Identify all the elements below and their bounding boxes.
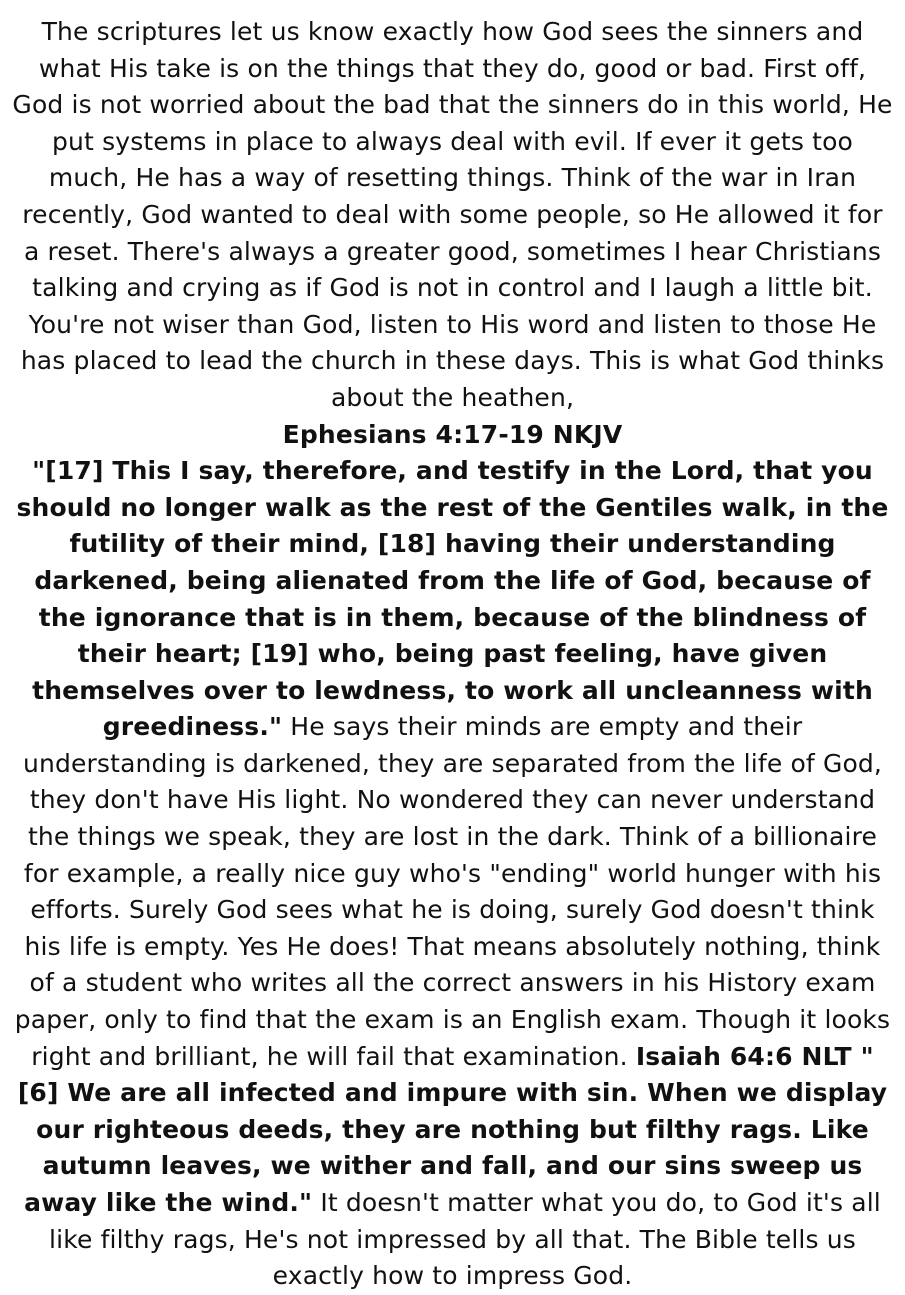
quote-isaiah: Isaiah 64:6 NLT "[6] We are all infected and impure with sin. When we display our righteous deeds, they are nothing but filthy rags. Like autumn leaves, we wither and fall, and our sins sweep us away like the wind." — [17, 1041, 888, 1217]
intro-paragraph: The scriptures let us know exactly how God sees the sinners and what His take is on the things that they do, good or bad. First off, God is not worried about the bad that the sinners do in this world, He put systems in place to always deal with evil. If ever it gets too much, He has a way of resetting things. Think of the war in Iran recently, God wanted to deal with some people, so He allowed it for a reset. There's always a greater good, sometimes I hear Christians talking and crying as if God is not in control and I laugh a little bit. You're not wiser than God, listen to His word and listen to those He has placed to lead the church in these days. This is what God thinks about the heathen, — [12, 17, 893, 412]
commentary-text-2: It doesn't matter what you do, to God it's all like filthy rags, He's not impressed by all that. The Bible tells us exactly how to impress God. — [49, 1188, 881, 1291]
quote-ephesians: "[17] This I say, therefore, and testify in the Lord, that you should no longer walk as the rest of the Gentiles walk, in the futility of their mind, [18] having their understanding darkened, being alienated from the life of God, because of the ignorance that is in them, because of the blindness of their heart; [19] who, being past feeling, have given themselves over to lewdness, to work all uncleanness with greediness." — [16, 456, 889, 742]
verse-reference-ephesians: Ephesians 4:17-19 NKJV — [282, 419, 623, 449]
body-paragraph — [12, 453, 893, 1295]
commentary-text-1: He says their minds are empty and their understanding is darkened, they are separated from the life of God, they don't have His light. No wondered they can never understand the things we speak, they are lost in the dark. Think of a billionaire for example, a really nice guy who's "ending" world hunger with his efforts. Surely God sees what he is doing, surely God doesn't think his life is empty. Yes He does! That means absolutely nothing, think of a student who writes all the correct answers in his History exam paper, only to find that the exam is an English exam. Though it looks right and brilliant, he will fail that examination. — [14, 712, 891, 1071]
